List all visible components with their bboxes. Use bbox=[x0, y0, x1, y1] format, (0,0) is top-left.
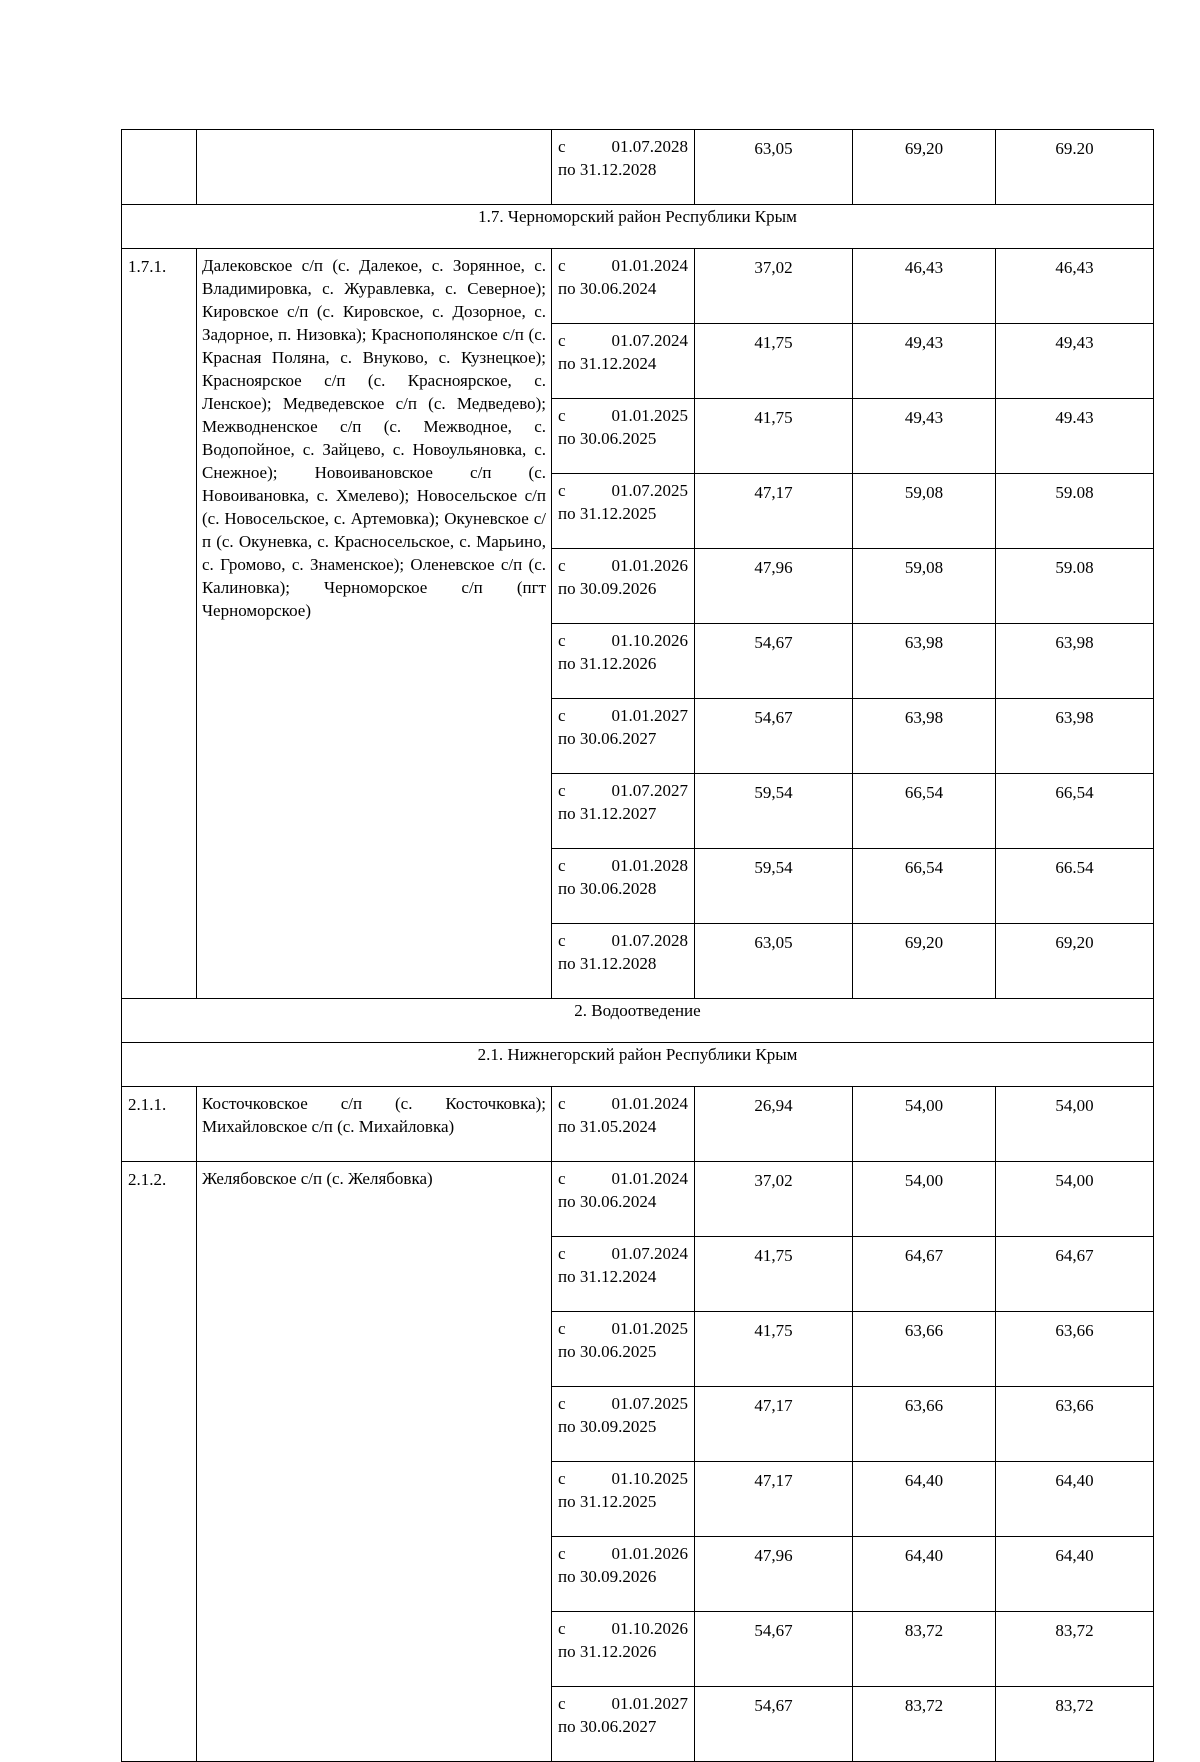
tariff-value-2: 49,43 bbox=[853, 399, 996, 474]
tariff-value-1: 41,75 bbox=[695, 324, 853, 399]
item-description: Желябовское с/п (с. Желябовка) bbox=[197, 1162, 552, 1762]
tariff-value-2: 63,66 bbox=[853, 1312, 996, 1387]
period-cell bbox=[552, 1162, 695, 1237]
period-to: по 31.12.2026 bbox=[558, 654, 657, 673]
tariff-value-1: 26,94 bbox=[695, 1087, 853, 1162]
item-description: Далековское с/п (с. Далекое, с. Зорянное, с. Владимировка, с. Журавлевка, с. Северное); Кировское с/п (с. Кировское, с. Дозорное, с. Задорное, п. Низовка); Краснополянское с/п (с. Красная Поляна, с. Внуково, с. Кузнецкое); Красноярское с/п (с. Красноярское, с. Ленское); Медведевское с/п (с. Медведево); Межводненское с/п (с. Межводное, с. Водопойное, с. Зайцево, с. Новоульяновка, с. Снежное); Новоивановское с/п (с. Новоивановка, с. Хмелево); Новосельское с/п (с. Новосельское, с. Артемовка); Окуневское с/п (с. Окуневка, с. Красносельское, с. Марьино, с. Громово, с. Знаменское); Оленевское с/п (с. Калиновка); Черноморское с/п (пгт Черноморское) bbox=[197, 249, 552, 999]
tariff-value-3: 46,43 bbox=[996, 249, 1154, 324]
period-from: с 01.01.2024 bbox=[558, 256, 688, 275]
period-to: по 30.06.2027 bbox=[558, 1717, 657, 1736]
period-from: с 01.01.2026 bbox=[558, 1544, 688, 1563]
section-heading-row bbox=[122, 999, 1154, 1043]
tariff-value-1: 63,05 bbox=[695, 130, 853, 205]
tariff-value-1: 41,75 bbox=[695, 1312, 853, 1387]
tariff-value-3: 63,66 bbox=[996, 1312, 1154, 1387]
tariff-value-2: 63,98 bbox=[853, 699, 996, 774]
tariff-value-3: 63,98 bbox=[996, 699, 1154, 774]
period-cell bbox=[552, 324, 695, 399]
tariff-value-1: 37,02 bbox=[695, 249, 853, 324]
period-cell bbox=[552, 774, 695, 849]
period-to: по 31.12.2026 bbox=[558, 1642, 657, 1661]
period-from: с 01.07.2028 bbox=[558, 137, 688, 156]
period-cell bbox=[552, 699, 695, 774]
period-to: по 30.06.2025 bbox=[558, 1342, 657, 1361]
period-from: с 01.01.2028 bbox=[558, 856, 688, 875]
tariff-value-1: 54,67 bbox=[695, 1687, 853, 1762]
tariff-value-3: 69,20 bbox=[996, 924, 1154, 999]
table-row bbox=[122, 130, 1154, 205]
tariff-value-3: 66.54 bbox=[996, 849, 1154, 924]
period-cell bbox=[552, 549, 695, 624]
tariff-value-1: 47,96 bbox=[695, 549, 853, 624]
tariff-value-1: 59,54 bbox=[695, 849, 853, 924]
tariff-value-3: 59.08 bbox=[996, 474, 1154, 549]
tariff-value-2: 83,72 bbox=[853, 1687, 996, 1762]
period-to: по 30.09.2026 bbox=[558, 1567, 657, 1586]
tariff-value-3: 64,67 bbox=[996, 1237, 1154, 1312]
tariff-value-3: 83,72 bbox=[996, 1687, 1154, 1762]
period-cell bbox=[552, 849, 695, 924]
tariff-value-1: 41,75 bbox=[695, 1237, 853, 1312]
period-to: по 31.12.2028 bbox=[558, 160, 657, 179]
period-cell bbox=[552, 1237, 695, 1312]
period-from: с 01.07.2028 bbox=[558, 931, 688, 950]
tariff-value-2: 64,40 bbox=[853, 1462, 996, 1537]
tariff-value-2: 49,43 bbox=[853, 324, 996, 399]
period-to: по 30.06.2024 bbox=[558, 279, 657, 298]
tariff-value-2: 59,08 bbox=[853, 474, 996, 549]
tariff-value-1: 37,02 bbox=[695, 1162, 853, 1237]
period-from: с 01.01.2026 bbox=[558, 556, 688, 575]
tariff-value-3: 63,98 bbox=[996, 624, 1154, 699]
section-heading: 2. Водоотведение bbox=[122, 999, 1154, 1043]
tariff-value-1: 41,75 bbox=[695, 399, 853, 474]
period-to: по 30.09.2025 bbox=[558, 1417, 657, 1436]
period-to: по 30.06.2027 bbox=[558, 729, 657, 748]
period-to: по 30.09.2026 bbox=[558, 579, 657, 598]
tariff-table-body bbox=[122, 130, 1154, 1762]
tariff-value-3: 83,72 bbox=[996, 1612, 1154, 1687]
tariff-value-2: 54,00 bbox=[853, 1087, 996, 1162]
period-cell bbox=[552, 1537, 695, 1612]
section-heading: 2.1. Нижнегорский район Республики Крым bbox=[122, 1043, 1154, 1087]
period-from: с 01.01.2027 bbox=[558, 706, 688, 725]
tariff-value-2: 46,43 bbox=[853, 249, 996, 324]
period-to: по 31.05.2024 bbox=[558, 1117, 657, 1136]
period-cell bbox=[552, 1312, 695, 1387]
period-to: по 31.12.2027 bbox=[558, 804, 657, 823]
period-from: с 01.01.2025 bbox=[558, 1319, 688, 1338]
period-from: с 01.01.2027 bbox=[558, 1694, 688, 1713]
tariff-value-3: 49.43 bbox=[996, 399, 1154, 474]
period-cell bbox=[552, 130, 695, 205]
tariff-value-3: 54,00 bbox=[996, 1162, 1154, 1237]
period-from: с 01.10.2026 bbox=[558, 1619, 688, 1638]
period-from: с 01.07.2025 bbox=[558, 481, 688, 500]
tariff-value-3: 63,66 bbox=[996, 1387, 1154, 1462]
tariff-value-1: 54,67 bbox=[695, 624, 853, 699]
tariff-value-3: 64,40 bbox=[996, 1537, 1154, 1612]
section-heading-row bbox=[122, 205, 1154, 249]
period-cell bbox=[552, 1462, 695, 1537]
table-row bbox=[122, 1087, 1154, 1162]
period-from: с 01.10.2026 bbox=[558, 631, 688, 650]
period-cell bbox=[552, 1612, 695, 1687]
period-cell bbox=[552, 924, 695, 999]
tariff-value-2: 64,67 bbox=[853, 1237, 996, 1312]
period-cell bbox=[552, 1687, 695, 1762]
tariff-value-1: 54,67 bbox=[695, 1612, 853, 1687]
tariff-value-1: 59,54 bbox=[695, 774, 853, 849]
period-from: с 01.07.2027 bbox=[558, 781, 688, 800]
tariff-value-3: 64,40 bbox=[996, 1462, 1154, 1537]
item-description: Косточковское с/п (с. Косточковка); Михайловское с/п (с. Михайловка) bbox=[197, 1087, 552, 1162]
period-from: с 01.01.2024 bbox=[558, 1094, 688, 1113]
period-from: с 01.01.2025 bbox=[558, 406, 688, 425]
table-row bbox=[122, 249, 1154, 324]
period-cell bbox=[552, 1087, 695, 1162]
tariff-value-1: 47,17 bbox=[695, 1462, 853, 1537]
tariff-value-2: 59,08 bbox=[853, 549, 996, 624]
item-number: 2.1.2. bbox=[122, 1162, 197, 1762]
tariff-value-2: 63,98 bbox=[853, 624, 996, 699]
tariff-value-2: 69,20 bbox=[853, 924, 996, 999]
item-number: 2.1.1. bbox=[122, 1087, 197, 1162]
tariff-value-3: 69.20 bbox=[996, 130, 1154, 205]
item-description bbox=[197, 130, 552, 205]
period-to: по 31.12.2025 bbox=[558, 504, 657, 523]
tariff-value-1: 63,05 bbox=[695, 924, 853, 999]
tariff-value-3: 49,43 bbox=[996, 324, 1154, 399]
period-from: с 01.07.2025 bbox=[558, 1394, 688, 1413]
period-to: по 31.12.2025 bbox=[558, 1492, 657, 1511]
item-number: 1.7.1. bbox=[122, 249, 197, 999]
section-heading-row bbox=[122, 1043, 1154, 1087]
period-to: по 30.06.2025 bbox=[558, 429, 657, 448]
period-from: с 01.01.2024 bbox=[558, 1169, 688, 1188]
period-to: по 30.06.2028 bbox=[558, 879, 657, 898]
item-number bbox=[122, 130, 197, 205]
tariff-value-2: 64,40 bbox=[853, 1537, 996, 1612]
tariff-value-3: 54,00 bbox=[996, 1087, 1154, 1162]
tariff-value-3: 59.08 bbox=[996, 549, 1154, 624]
section-heading: 1.7. Черноморский район Республики Крым bbox=[122, 205, 1154, 249]
period-from: с 01.07.2024 bbox=[558, 1244, 688, 1263]
period-from: с 01.10.2025 bbox=[558, 1469, 688, 1488]
period-cell bbox=[552, 624, 695, 699]
period-from: с 01.07.2024 bbox=[558, 331, 688, 350]
period-cell bbox=[552, 399, 695, 474]
tariff-value-2: 69,20 bbox=[853, 130, 996, 205]
period-cell bbox=[552, 249, 695, 324]
tariff-value-2: 83,72 bbox=[853, 1612, 996, 1687]
period-cell bbox=[552, 474, 695, 549]
period-to: по 31.12.2024 bbox=[558, 354, 657, 373]
tariff-value-1: 47,17 bbox=[695, 1387, 853, 1462]
tariff-value-1: 47,17 bbox=[695, 474, 853, 549]
period-cell bbox=[552, 1387, 695, 1462]
tariff-value-2: 66,54 bbox=[853, 774, 996, 849]
period-to: по 30.06.2024 bbox=[558, 1192, 657, 1211]
period-to: по 31.12.2024 bbox=[558, 1267, 657, 1286]
tariff-value-3: 66,54 bbox=[996, 774, 1154, 849]
period-to: по 31.12.2028 bbox=[558, 954, 657, 973]
tariff-value-1: 54,67 bbox=[695, 699, 853, 774]
tariff-value-1: 47,96 bbox=[695, 1537, 853, 1612]
tariff-value-2: 63,66 bbox=[853, 1387, 996, 1462]
tariff-value-2: 54,00 bbox=[853, 1162, 996, 1237]
tariff-table bbox=[121, 129, 1154, 1762]
table-row bbox=[122, 1162, 1154, 1237]
tariff-value-2: 66,54 bbox=[853, 849, 996, 924]
